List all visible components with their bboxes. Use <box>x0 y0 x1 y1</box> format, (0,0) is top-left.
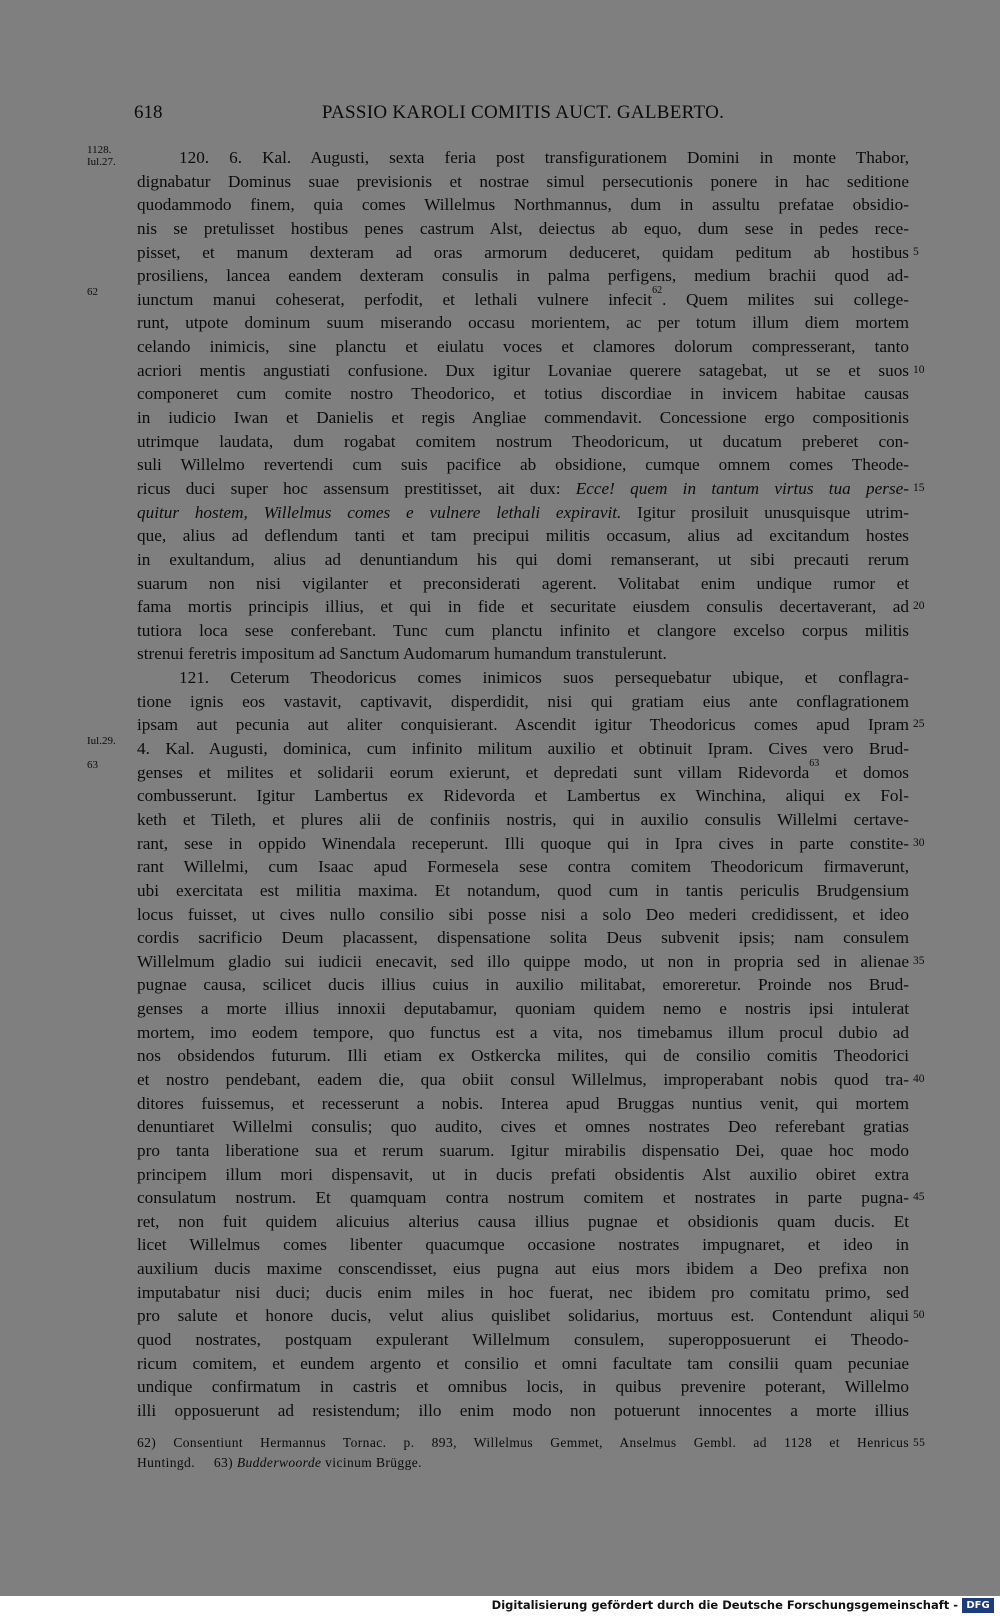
text-line <box>137 973 909 997</box>
text-line-text: pro salute et honore ducis, velut alius quislibet solidarius, mortuus est. Contendunt aliqui <box>137 1306 909 1326</box>
margin-note: 62 <box>87 285 98 298</box>
text-line-text: combusserunt. Igitur Lambertus ex Ridevorda et Lambertus ex Winchina, aliqui ex Fol- <box>137 786 909 806</box>
body-text <box>87 144 925 1423</box>
text-line <box>137 1139 909 1163</box>
footnotes <box>137 1433 926 1473</box>
text-line-text: consulatum nostrum. Et quamquam contra nostrum comitem et nostrates in parte pugna- <box>137 1188 909 1208</box>
digitization-footer <box>0 1596 1000 1616</box>
text-line <box>137 1021 909 1045</box>
text-line-text: pugnae causa, scilicet ducis illius cuius in auxilio militabat, emoreretur. Proinde nos Brud- <box>137 975 909 995</box>
text-line <box>87 284 909 312</box>
text-line-text: genses et milites et solidarii eorum exierunt, et depredati sunt villam Ridevorda$^{63}$ et domos <box>137 757 909 782</box>
text-line <box>137 477 925 501</box>
line-number: 40 <box>913 1072 925 1085</box>
text-line-text: dignabatur Dominus suae previsionis et nostrae simul persecutionis ponere in hac seditione <box>137 171 909 191</box>
text-line-text: pro tanta liberatione sua et rerum suarum. Igitur mirabilis dispensatio Dei, quae hoc modo <box>137 1140 909 1160</box>
text-line-text: rant, sese in oppido Winendala receperunt. Illi quoque qui in Ipra cives in parte constite- <box>137 833 909 853</box>
text-line-text: rant Willelmi, cum Isaac apud Formesela sese contra comitem Theodoricum firmaverunt, <box>137 857 909 877</box>
text-line-text: licet Willelmus comes libenter quacumque occasione nostrates impugnaret, et ideo in <box>137 1235 909 1255</box>
line-number: 35 <box>913 954 925 967</box>
text-line-text: suarum non nisi vigilanter et preconsiderati agerent. Volitabat enim undique rumor et <box>137 573 909 593</box>
text-line <box>137 855 909 879</box>
text-line <box>137 1115 909 1139</box>
text-line-text: keth et Tileth, et plures alii de confiniis nostris, qui in auxilio consulis Willelmi certave- <box>137 809 909 829</box>
text-line <box>137 1044 909 1068</box>
text-line-text: quodammodo finem, quia comes Willelmus Northmannus, dum in assultu prefatae obsidio- <box>137 195 909 215</box>
text-line-text: ubi exercitata est militia maxima. Et notandum, quod cum in tantis periculis Brudgensium <box>137 880 909 900</box>
line-number: 10 <box>913 363 925 376</box>
text-line <box>137 382 909 406</box>
text-line-text: 120. 6. Kal. Augusti, sexta feria post transfigurationem Domini in monte Thabor, <box>179 148 909 167</box>
text-line-text: imputabatur nisi duci; ducis enim miles in hoc fuerat, nec ibidem pro comitatu primo, sed <box>137 1282 909 1302</box>
text-line <box>137 997 909 1021</box>
text-line-text: in iudicio Iwan et Danielis et regis Angliae commendavit. Concessione ergo compositionis <box>137 408 909 428</box>
footnote-line <box>137 1453 909 1473</box>
text-line-text: illi opposuerunt ad resistendum; illo enim modo non potuerunt innocentes a morte illius <box>137 1400 909 1420</box>
line-number: 15 <box>913 481 925 494</box>
text-line-text: runt, utpote dominum suum miserando occasu morientem, ac per totum illum diem mortem <box>137 313 909 333</box>
text-line <box>137 666 909 690</box>
text-line <box>137 879 909 903</box>
text-line-text: in exultandum, alius ad denuntiandum his qui domi remanserant, ut sibi precauti rerum <box>137 549 909 569</box>
text-line-text: 121. Ceterum Theodoricus comes inimicos suos persequebatur ubique, et conflagra- <box>179 668 909 688</box>
text-line <box>87 757 909 785</box>
line-number: 25 <box>913 718 925 731</box>
text-line <box>137 619 909 643</box>
text-line <box>137 642 909 666</box>
text-line <box>137 1328 909 1352</box>
text-line-text: tutiora loca sese conferebant. Tunc cum planctu infinito et clangore excelso corpus militis <box>137 620 909 640</box>
margin-note: Iul.29. <box>87 735 116 748</box>
text-line-text: ricus duci super hoc assensum prestitisset, ait dux: Ecce! quem in tantum virtus tua perse- <box>137 478 909 498</box>
text-line <box>137 453 909 477</box>
text-line <box>137 832 925 856</box>
text-line-text: ipsam aut pecunia aut aliter conquisierant. Ascendit igitur Theodoricus comes apud Ipram <box>137 715 909 735</box>
text-line-text: locus fuisset, ut cives nullo consilio sibi posse nisi a solo Deo mederi credidissent, et ideo <box>137 904 909 924</box>
text-line <box>137 595 925 619</box>
text-line-text: quitur hostem, Willelmus comes e vulnere lethali expiravit. Igitur prosiluit unusquisque utrim- <box>137 502 909 522</box>
text-line-text: auxilium ducis maxime conscendisset, eius pugna aut eius mors ibidem a Deo prefixa non <box>137 1259 909 1279</box>
text-line-text: et nostro pendebant, eadem die, qua obiit consul Willelmus, improperabant nobis quod tra- <box>137 1069 909 1089</box>
running-title: PASSIO KAROLI COMITIS AUCT. GALBERTO. <box>321 102 725 123</box>
footnote-line <box>137 1433 926 1453</box>
text-line <box>137 1092 909 1116</box>
text-line-text: ret, non fuit quidem alicuius alterius causa illius pugnae et obsidionis quam ducis. Et <box>137 1211 909 1231</box>
page-header <box>134 102 912 128</box>
text-line-text: utrimque laudata, dum rogabat comitem nostrum Theodoricum, ut ducatum preberet con- <box>137 431 909 451</box>
footnote-line-text: Huntingd. 63) Budderwoorde vicinum Brügge. <box>137 1455 422 1470</box>
text-line <box>137 1399 909 1423</box>
text-line <box>137 1304 925 1328</box>
dfg-logo: DFG <box>962 1598 994 1613</box>
text-line-text: mortem, imo eodem tempore, quo functus est a vita, nos timebamus illum procul dubio ad <box>137 1022 909 1042</box>
text-line-text: acriori mentis angustiati confusione. Dux igitur Lovaniae querere satagebat, ut se et suos <box>137 360 909 380</box>
text-line <box>137 501 909 525</box>
text-line <box>137 1257 909 1281</box>
text-line <box>137 170 909 194</box>
line-number: 30 <box>913 836 925 849</box>
text-line-text: undique confirmatum in castris et omnibus locis, in quibus prevenire poterant, Willelmo <box>137 1377 909 1397</box>
text-line-text: ditores fuissemus, et recesserunt a nobis. Interea apud Bruggas nuntius venit, qui mortem <box>137 1093 909 1113</box>
text-line <box>137 335 909 359</box>
text-line <box>137 548 909 572</box>
margin-note: 1128. Iul.27. <box>87 144 116 168</box>
text-line-text: iunctum manui coheserat, perfodit, et lethali vulnere infecit$^{62}$. Quem milites sui college- <box>137 284 909 309</box>
text-line <box>137 1210 909 1234</box>
text-line-text: cordis sacrificio Deum placassent, dispensatione solita Deus subvenit ipsis; nam consulem <box>137 928 909 948</box>
text-line <box>87 735 909 761</box>
text-line <box>137 359 925 383</box>
text-line-text: denuntiaret Willelmi consulis; quo audito, cives et omnes nostrates Deo referebant gratias <box>137 1117 909 1137</box>
margin-note: 63 <box>87 758 98 771</box>
text-line-text: nis se pretulisset hostibus penes castrum Alst, deiectus ab equo, dum sese in pedes rece- <box>137 218 909 238</box>
text-line <box>137 1352 909 1376</box>
text-line <box>87 144 909 170</box>
text-line-text: quod nostrates, postquam expulerant Willelmum consulem, superopposuerunt ei Theodo- <box>137 1330 909 1350</box>
text-line <box>137 903 909 927</box>
line-number: 50 <box>913 1309 925 1322</box>
text-line <box>137 1163 909 1187</box>
text-line <box>137 311 909 335</box>
text-line-text: nos obsidendos futurum. Illi etiam ex Ostkercka milites, qui de consilio comitis Theodorici <box>137 1046 909 1066</box>
text-line-text: 4. Kal. Augusti, dominica, cum infinito militum auxilio et obtinuit Ipram. Cives vero Brud- <box>137 739 909 759</box>
text-line <box>137 524 909 548</box>
text-line <box>137 808 909 832</box>
text-line <box>137 1375 909 1399</box>
text-line-text: tione ignis eos vastavit, captivavit, disperdidit, nisi qui gratiam eius ante conflagrationem <box>137 691 909 711</box>
text-line <box>137 1233 909 1257</box>
text-line-text: fama mortis principis illius, et qui in fide et securitate eiusdem consulis decertaverant, ad <box>137 597 909 617</box>
text-line <box>137 430 909 454</box>
text-line <box>137 241 919 265</box>
text-line-text: componeret cum comite nostro Theodorico, et totius discordiae in invicem habitae causas <box>137 384 909 404</box>
text-line-text: celando inimicis, sine planctu et eiulatu voces et clamores dolorum compresserant, tanto <box>137 337 909 357</box>
text-line-text: strenui feretris impositum ad Sanctum Audomarum humandum transtulerunt. <box>137 644 667 664</box>
line-number: 45 <box>913 1191 925 1204</box>
text-line-text: suli Willelmo revertendi cum suis pacifice ab obsidione, cumque omnem comes Theode- <box>137 455 909 475</box>
line-number: 20 <box>913 600 925 613</box>
text-line-text: principem illum mori dispensavit, ut in ducis prefati obsidentis Alst auxilio obiret extra <box>137 1164 909 1184</box>
funding-notice: Digitalisierung gefördert durch die Deutsche Forschungsgemeinschaft - <box>491 1598 958 1612</box>
text-line <box>137 926 909 950</box>
text-line-text: prosiliens, lancea eandem dexteram consulis in palma perfigens, medium brachii quod ad- <box>137 266 909 286</box>
page-number: 618 <box>134 102 163 123</box>
text-line <box>137 950 925 974</box>
text-line-text: pisset, et manum dexteram ad oras armorum deduceret, quidam peditum ab hostibus <box>137 242 909 262</box>
text-line <box>137 264 909 288</box>
text-line <box>137 217 909 241</box>
text-line-text: genses a morte illius innoxii deputabamur, quoniam quidem nemo e nostris ipsi intulerat <box>137 999 909 1019</box>
footnote-line-text: 62) Consentiunt Hermannus Tornac. p. 893, Willelmus Gemmet, Anselmus Gembl. ad 1128 et Henricus <box>137 1435 909 1450</box>
line-number: 55 <box>913 1437 926 1449</box>
text-line-text: ricum comitem, et eundem argento et consilio et omni facultate tam consilii quam pecuniae <box>137 1353 909 1373</box>
text-line <box>137 193 909 217</box>
text-line <box>137 572 909 596</box>
text-line <box>137 1281 909 1305</box>
text-line-text: Willelmum gladio sui iudicii enecavit, sed illo quippe modo, ut non in propria sed in alienae <box>137 951 909 971</box>
text-line <box>137 406 909 430</box>
line-number: 5 <box>913 245 919 258</box>
text-line <box>137 1068 925 1092</box>
text-line <box>137 713 925 737</box>
text-line <box>137 1186 925 1210</box>
text-line <box>137 784 909 808</box>
text-line <box>137 690 909 714</box>
text-line-text: que, alius ad deflendum tanti et tam precipui militis occasum, alius ad excitandum hostes <box>137 526 909 546</box>
